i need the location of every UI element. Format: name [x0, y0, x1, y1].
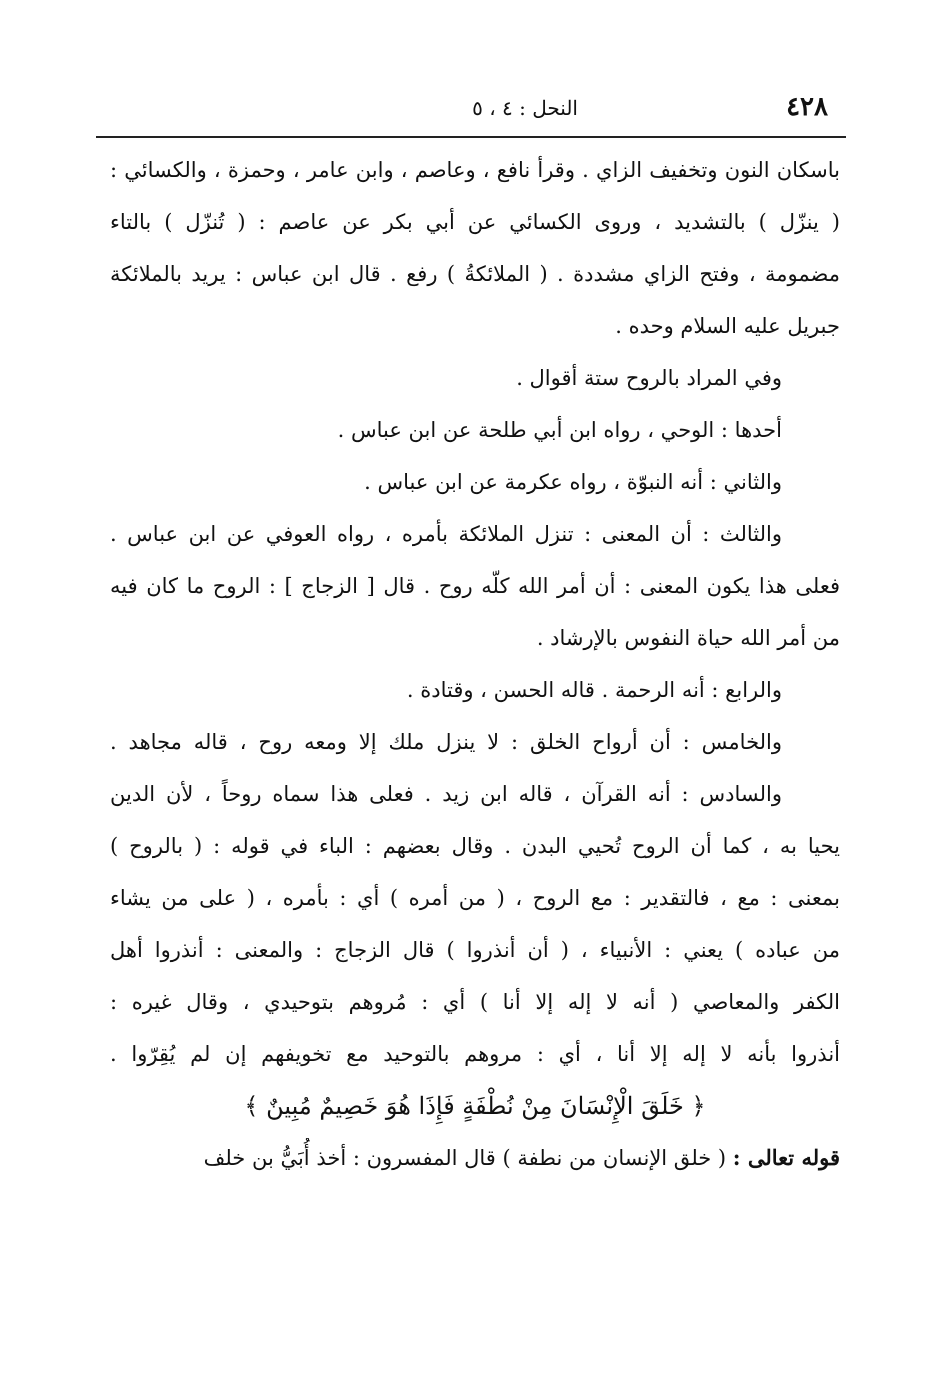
- quran-verse: ﴿ خَلَقَ الْإِنْسَانَ مِنْ نُطْفَةٍ فَإِذَا هُوَ خَصِيمٌ مُبِينٌ ﴾: [244, 1092, 706, 1120]
- text-line: من أمر الله حياة النفوس بالإرشاد .: [536, 626, 840, 650]
- text-line: أحدها : الوحي ، رواه ابن أبي طلحة عن ابن عباس .: [337, 418, 782, 442]
- text-line: والرابع : أنه الرحمة . قاله الحسن ، وقتادة .: [406, 678, 782, 702]
- page-body: [110, 150, 840, 1190]
- running-title: النحل : ٤ ، ٥: [472, 96, 578, 120]
- header-rule: [96, 136, 846, 138]
- text-line: والثاني : أنه النبوّة ، رواه عكرمة عن ابن عباس .: [364, 470, 782, 494]
- text-line: ( ينزّل ) بالتشديد ، وروى الكسائي عن أبي بكر عن عاصم : ( تُنزّل ) بالتاء: [110, 210, 840, 234]
- text-line: والثالث : أن المعنى : تنزل الملائكة بأمره ، رواه العوفي عن ابن عباس .: [110, 522, 782, 546]
- text-line: الكفر والمعاصي ( أنه لا إله إلا أنا ) أي : مُروهم بتوحيدي ، وقال غيره :: [110, 990, 840, 1014]
- text-line: من عباده ) يعني : الأنبياء ، ( أن أنذروا ) قال الزجاج : والمعنى : أنذروا أهل: [110, 938, 840, 962]
- text-line: والسادس : أنه القرآن ، قاله ابن زيد . فعلى هذا سماه روحاً ، لأن الدين: [110, 782, 782, 806]
- text-line: وفي المراد بالروح ستة أقوال .: [516, 366, 782, 390]
- commentary-text: ( خلق الإنسان من نطفة ) قال المفسرون : أخذ أُبَيُّ بن خلف: [203, 1146, 733, 1170]
- page-number: ٤٢٨: [786, 92, 828, 122]
- text-line: مضمومة ، وفتح الزاي مشددة . ( الملائكةُ ) رفع . قال ابن عباس : يريد بالملائكة: [110, 262, 840, 286]
- text-line: بمعنى : مع ، فالتقدير : مع الروح ، ( من أمره ) أي : بأمره ، ( على من يشاء: [110, 886, 840, 910]
- text-line: [110, 1138, 840, 1190]
- commentary-lead: قوله تعالى :: [732, 1145, 840, 1170]
- text-line: فعلى هذا يكون المعنى : أن أمر الله كلّه روح . قال [ الزجاج ] : الروح ما كان فيه: [110, 574, 840, 598]
- text-line: باسكان النون وتخفيف الزاي . وقرأ نافع ، وعاصم ، وابن عامر ، وحمزة ، والكسائي :: [110, 158, 840, 182]
- text-line: والخامس : أن أرواح الخلق : لا ينزل ملك إلا ومعه روح ، قاله مجاهد .: [110, 730, 782, 754]
- text-line: جبريل عليه السلام وحده .: [615, 314, 840, 338]
- page-header: [96, 92, 848, 132]
- text-line: أنذروا بأنه لا إله إلا أنا ، أي : مروهم بالتوحيد مع تخويفهم إن لم يُقِرّوا .: [110, 1042, 840, 1066]
- text-line: يحيا به ، كما أن الروح تُحيي البدن . وقال بعضهم : الباء في قوله : ( بالروح ): [110, 834, 840, 858]
